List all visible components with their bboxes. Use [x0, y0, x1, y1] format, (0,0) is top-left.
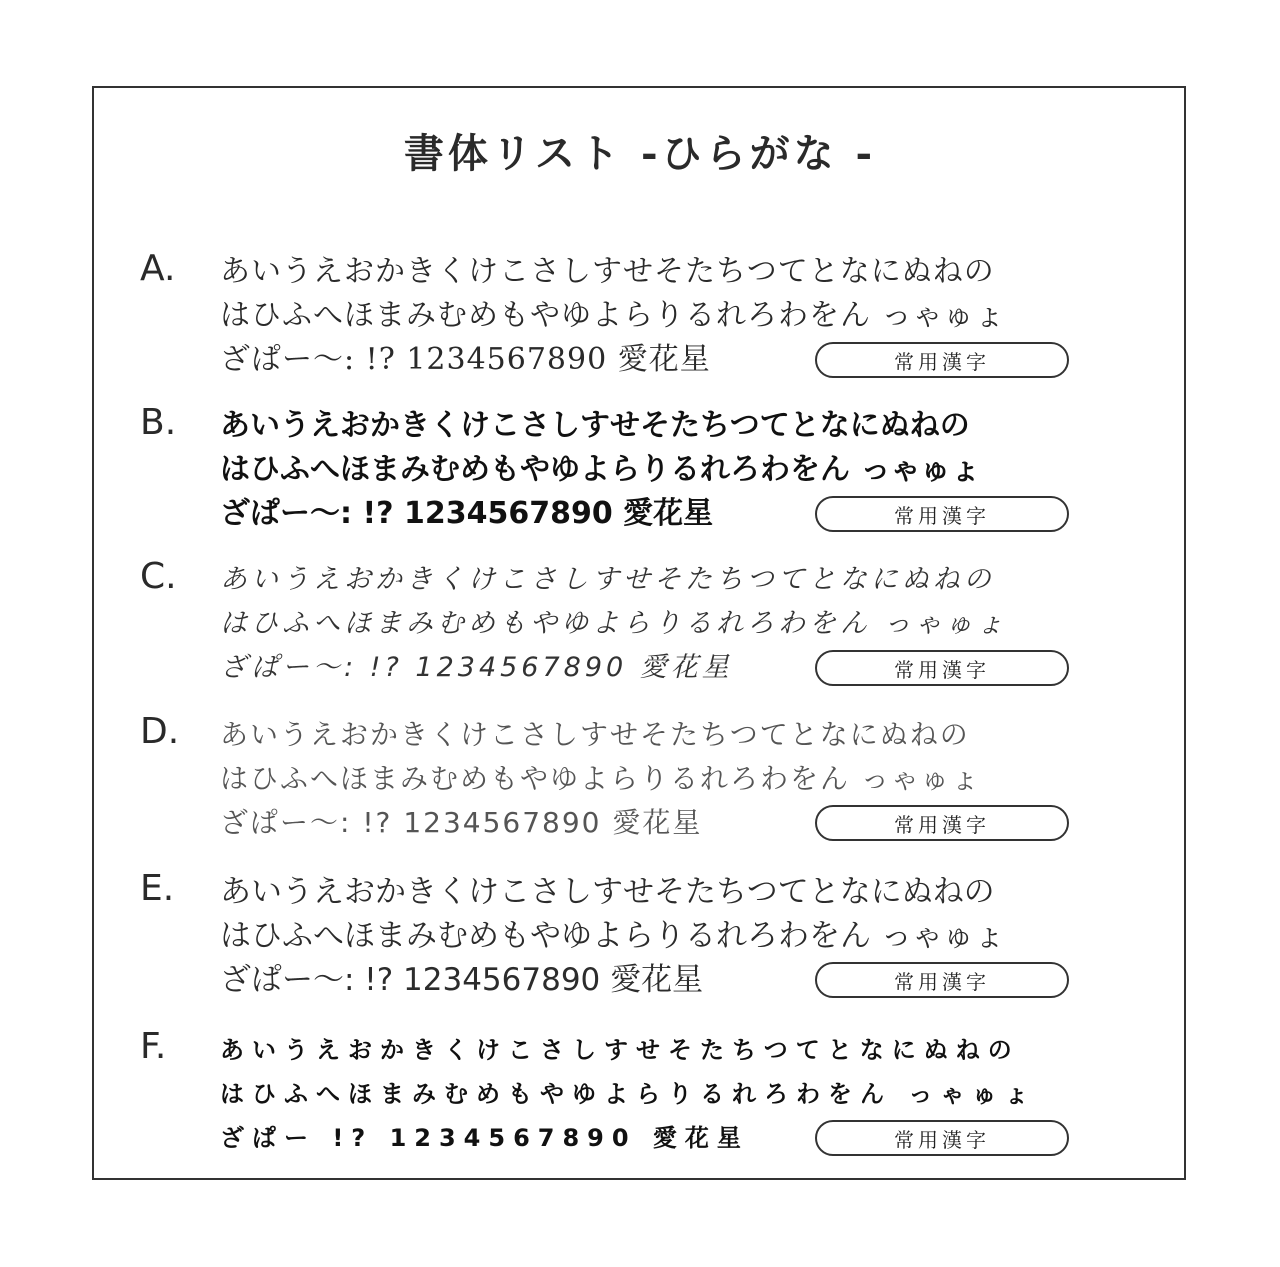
font-sample-a — [140, 244, 1080, 384]
sample-line-2: はひふへほまみむめもやゆよらりるれろわをん っゃゅょ — [220, 452, 981, 487]
font-sample-c — [140, 552, 1080, 692]
sample-line-3: ざぱー〜: !? 1234567890 愛花星 — [220, 342, 711, 377]
joyo-kanji-badge: 常用漢字 — [815, 805, 1069, 841]
sample-line-1: あいうえおかきくけこさしすせそたちつてとなにぬねの — [220, 564, 995, 595]
sample-line-1: あいうえおかきくけこさしすせそたちつてとなにぬねの — [220, 254, 995, 289]
sample-line-1: あいうえおかきくけこさしすせそたちつてとなにぬねの — [220, 874, 995, 910]
font-sample-f — [140, 1022, 1080, 1162]
sample-letter: E. — [140, 868, 175, 909]
sample-line-3: ざぱー !? 1234567890 愛花星 — [220, 1124, 749, 1152]
sample-line-1: あいうえおかきくけこさしすせそたちつてとなにぬねの — [220, 1036, 1020, 1064]
sample-letter: B. — [140, 402, 177, 443]
font-sample-d — [140, 707, 1080, 847]
joyo-kanji-badge: 常用漢字 — [815, 342, 1069, 378]
joyo-kanji-badge: 常用漢字 — [815, 496, 1069, 532]
joyo-kanji-badge: 常用漢字 — [815, 650, 1069, 686]
sample-letter: D. — [140, 711, 180, 752]
sample-letter: A. — [140, 248, 176, 289]
font-sample-b — [140, 398, 1080, 538]
sample-line-2: はひふへほまみむめもやゆよらりるれろわをん っゃゅょ — [220, 608, 1008, 639]
page-title: 書体リスト -ひらがな - — [403, 130, 877, 177]
sample-line-3: ざぱー〜: !? 1234567890 愛花星 — [220, 496, 714, 531]
font-sample-e — [140, 864, 1080, 1004]
sample-line-2: はひふへほまみむめもやゆよらりるれろわをん っゃゅょ — [220, 298, 1006, 333]
joyo-kanji-badge: 常用漢字 — [815, 1120, 1069, 1156]
sample-line-3: ざぱー〜: !? 1234567890 愛花星 — [220, 652, 733, 683]
sample-line-3: ざぱー〜: !? 1234567890 愛花星 — [220, 806, 703, 839]
joyo-kanji-badge: 常用漢字 — [815, 962, 1069, 998]
sample-letter: C. — [140, 556, 177, 597]
sample-letter: F. — [140, 1026, 167, 1067]
sample-line-2: はひふへほまみむめもやゆよらりるれろわをん っゃゅょ — [220, 1080, 1037, 1108]
sample-line-2: はひふへほまみむめもやゆよらりるれろわをん っゃゅょ — [220, 918, 1005, 954]
sample-line-1: あいうえおかきくけこさしすせそたちつてとなにぬねの — [220, 408, 970, 443]
sample-line-2: はひふへほまみむめもやゆよらりるれろわをん っゃゅょ — [220, 762, 981, 795]
sample-line-3: ざぱー〜: !? 1234567890 愛花星 — [220, 962, 704, 998]
sample-line-1: あいうえおかきくけこさしすせそたちつてとなにぬねの — [220, 718, 970, 751]
